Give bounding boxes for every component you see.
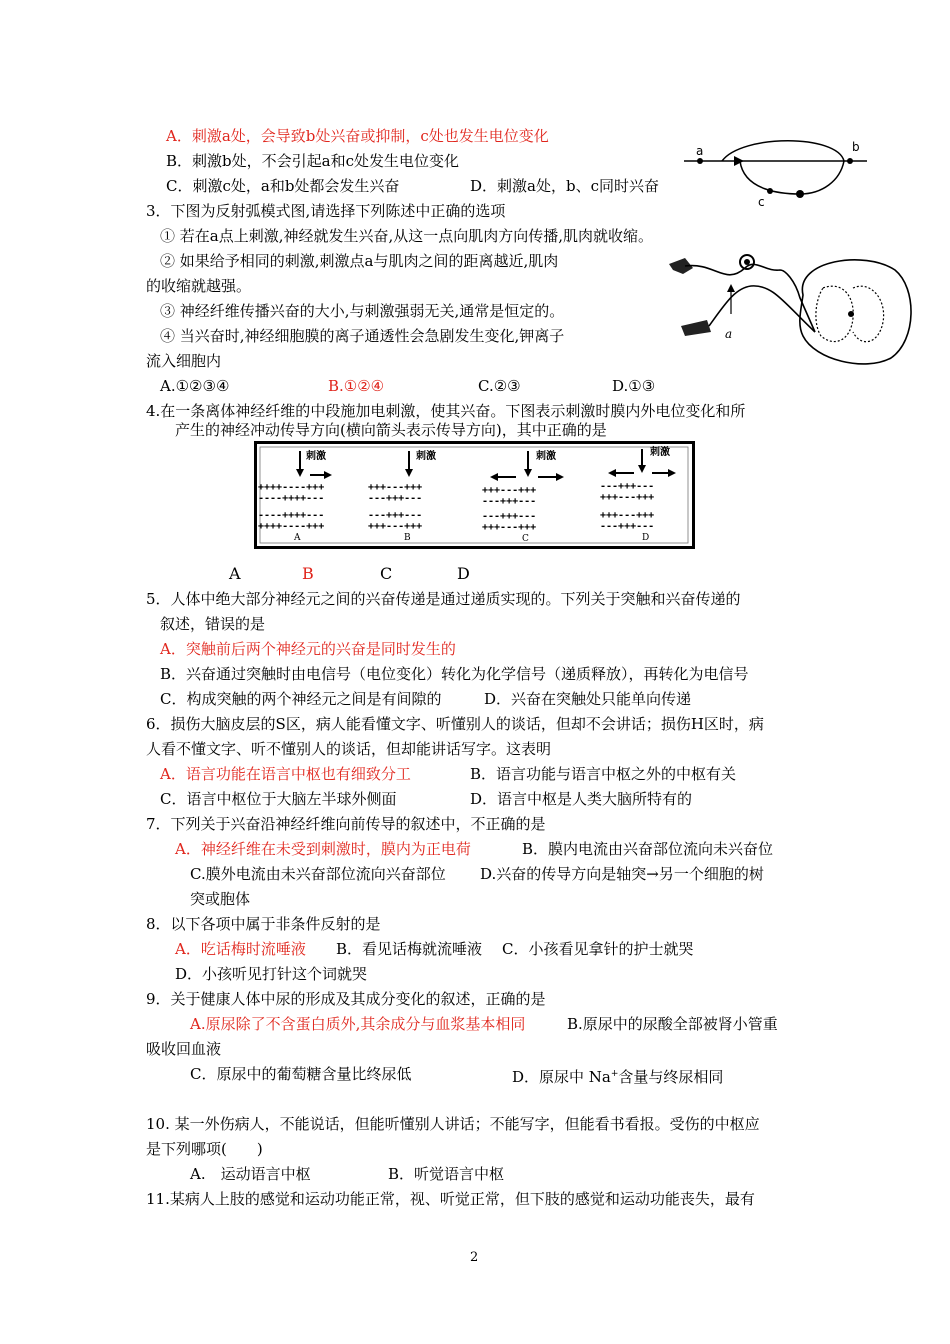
- svg-text:---+++---: ---+++---: [482, 511, 537, 522]
- q2-label-c: c: [758, 195, 765, 208]
- q2-option-b: B．刺激b处，不会引起a和c处发生电位变化: [166, 152, 459, 170]
- q7-option-c: C.膜外电流由未兴奋部位流向兴奋部位: [190, 865, 446, 883]
- q4-stem-2: 产生的神经冲动传导方向(横向箭头表示传导方向)，其中正确的是: [175, 421, 607, 439]
- q4-panel-b-stim-label: 刺激: [416, 451, 436, 462]
- q10-option-b: B．听觉语言中枢: [388, 1165, 505, 1183]
- q9-option-c: C．原尿中的葡萄糖含量比终尿低: [190, 1065, 412, 1083]
- q8-option-d: D．小孩听见打针这个词就哭: [175, 965, 368, 983]
- q7-stem: 7．下列关于兴奋沿神经纤维向前传导的叙述中，不正确的是: [146, 815, 546, 833]
- q2-option-a: A．刺激a处，会导致b处兴奋或抑制，c处也发生电位变化: [166, 127, 549, 145]
- page-number: 2: [470, 1250, 479, 1265]
- q6-option-b: B．语言功能与语言中枢之外的中枢有关: [470, 765, 737, 783]
- q3-stem: 3．下图为反射弧模式图,请选择下列陈述中正确的选项: [146, 202, 506, 220]
- q3-reflex-arc-diagram: [655, 240, 917, 370]
- q10-stem-2: 是下列哪项( ): [146, 1140, 263, 1158]
- svg-text:++++----+++: ++++----+++: [258, 482, 325, 493]
- q5-option-a: A．突触前后两个神经元的兴奋是同时发生的: [160, 640, 456, 658]
- q6-option-c: C．语言中枢位于大脑左半球外侧面: [160, 790, 397, 808]
- q4-membrane-potential-figure: [254, 441, 695, 549]
- q7-option-a: A．神经纤维在未受到刺激时，膜内为正电荷: [175, 840, 471, 858]
- svg-text:----++++---: ----++++---: [258, 510, 325, 521]
- svg-text:++++----+++: ++++----+++: [258, 521, 325, 532]
- q4-panel-a-letter: A: [294, 533, 301, 543]
- q10-option-a: A. 运动语言中枢: [190, 1165, 311, 1183]
- q6-stem-2: 人看不懂文字、听不懂别人的谈话，但却能讲话写字。这表明: [146, 740, 552, 758]
- svg-text:---+++---: ---+++---: [482, 496, 537, 507]
- q9-stem: 9．关于健康人体中尿的形成及其成分变化的叙述，正确的是: [146, 990, 546, 1008]
- q9-option-a: A.原尿除了不含蛋白质外,其余成分与血浆基本相同: [190, 1015, 526, 1033]
- q3-option-a: A.①②③④: [160, 377, 230, 395]
- q9-option-d: D．原尿中 Na+含量与终尿相同: [512, 1068, 724, 1086]
- q9-option-b: B.原尿中的尿酸全部被肾小管重: [567, 1015, 778, 1033]
- q4-panel-a-stim-label: 刺激: [306, 451, 326, 462]
- svg-text:----++++---: ----++++---: [258, 493, 325, 504]
- svg-text:---+++---: ---+++---: [368, 510, 423, 521]
- q5-option-c: C．构成突触的两个神经元之间是有间隙的: [160, 690, 442, 708]
- q5-option-b: B．兴奋通过突触时由电信号（电位变化）转化为化学信号（递质释放），再转化为电信号: [160, 665, 749, 683]
- q3-statement-4-cont: 流入细胞内: [146, 352, 222, 370]
- q5-option-d: D．兴奋在突触处只能单向传递: [484, 690, 692, 708]
- q4-answer-d: D: [457, 564, 470, 583]
- q2-option-d: D．刺激a处，b、c同时兴奋: [470, 177, 659, 195]
- svg-text:---+++---: ---+++---: [368, 493, 423, 504]
- q3-option-c: C.②③: [478, 377, 521, 395]
- q3-statement-3: ③ 神经纤维传播兴奋的大小,与刺激强弱无关,通常是恒定的。: [160, 302, 565, 320]
- q4-answer-c: C: [380, 564, 393, 583]
- q9-option-b-cont: 吸收回血液: [146, 1040, 222, 1058]
- svg-text:+++---+++: +++---+++: [600, 510, 655, 521]
- q2-label-b: b: [852, 140, 860, 154]
- q6-stem-1: 6．损伤大脑皮层的S区，病人能看懂文字、听懂别人的谈话，但却不会讲话；损伤H区时，病: [146, 715, 764, 733]
- q3-statement-2: ② 如果给予相同的刺激,刺激点a与肌肉之间的距离越近,肌肉: [160, 252, 559, 270]
- q11-stem: 11.某病人上肢的感觉和运动功能正常，视、听觉正常，但下肢的感觉和运动功能丧失，最有: [146, 1190, 755, 1208]
- q6-option-d: D．语言中枢是人类大脑所特有的: [470, 790, 693, 808]
- svg-text:+++---+++: +++---+++: [368, 482, 423, 493]
- svg-text:+++---+++: +++---+++: [368, 521, 423, 532]
- q7-option-d-cont: 突或胞体: [190, 890, 251, 908]
- svg-text:+++---+++: +++---+++: [600, 492, 655, 503]
- svg-text:---+++---: ---+++---: [600, 481, 655, 492]
- q4-panel-b-letter: B: [404, 533, 411, 543]
- svg-text:+++---+++: +++---+++: [482, 522, 537, 533]
- q4-panel-c-letter: C: [522, 534, 529, 544]
- q3-option-d: D.①③: [612, 377, 656, 395]
- q2-label-a: a: [696, 144, 704, 158]
- q5-stem-2: 叙述，错误的是: [160, 615, 266, 633]
- q10-stem-1: 10. 某一外伤病人，不能说话，但能听懂别人讲话；不能写字，但能看书看报。受伤的中枢应: [146, 1115, 760, 1133]
- q7-option-b: B．膜内电流由兴奋部位流向未兴奋位: [522, 840, 774, 858]
- q4-panel-d-stim-label: 刺激: [650, 447, 670, 458]
- q3-statement-4: ④ 当兴奋时,神经细胞膜的离子通透性会急剧发生变化,钾离子: [160, 327, 565, 345]
- q4-stem-1: 4.在一条离体神经纤维的中段施加电刺激，使其兴奋。下图表示刺激时膜内外电位变化和所: [146, 402, 746, 420]
- q5-stem-1: 5．人体中绝大部分神经元之间的兴奋传递是通过递质实现的。下列关于突触和兴奋传递的: [146, 590, 741, 608]
- q4-panel-c-stim-label: 刺激: [536, 451, 556, 462]
- q4-answer-b: B: [302, 564, 314, 583]
- svg-text:---+++---: ---+++---: [600, 521, 655, 532]
- q7-option-d: D.兴奋的传导方向是轴突→另一个细胞的树: [480, 865, 764, 883]
- q2-option-c: C．刺激c处，a和b处都会发生兴奋: [166, 177, 400, 195]
- q3-option-b: B.①②④: [328, 377, 385, 395]
- q8-option-b: B．看见话梅就流唾液: [336, 940, 483, 958]
- q3-statement-2-cont: 的收缩就越强。: [146, 277, 252, 295]
- q4-panel-d-letter: D: [642, 533, 650, 543]
- q8-option-c: C．小孩看见拿针的护士就哭: [502, 940, 694, 958]
- q6-option-a: A．语言功能在语言中枢也有细致分工: [160, 765, 411, 783]
- q2-nerve-diagram: [682, 136, 872, 208]
- q8-stem: 8．以下各项中属于非条件反射的是: [146, 915, 381, 933]
- q3-label-a: a: [725, 327, 733, 341]
- q3-statement-1: ① 若在a点上刺激,神经就发生兴奋,从这一点向肌肉方向传播,肌肉就收缩。: [160, 227, 654, 245]
- svg-text:+++---+++: +++---+++: [482, 485, 537, 496]
- q8-option-a: A．吃话梅时流唾液: [175, 940, 306, 958]
- q4-answer-a: A: [229, 564, 241, 583]
